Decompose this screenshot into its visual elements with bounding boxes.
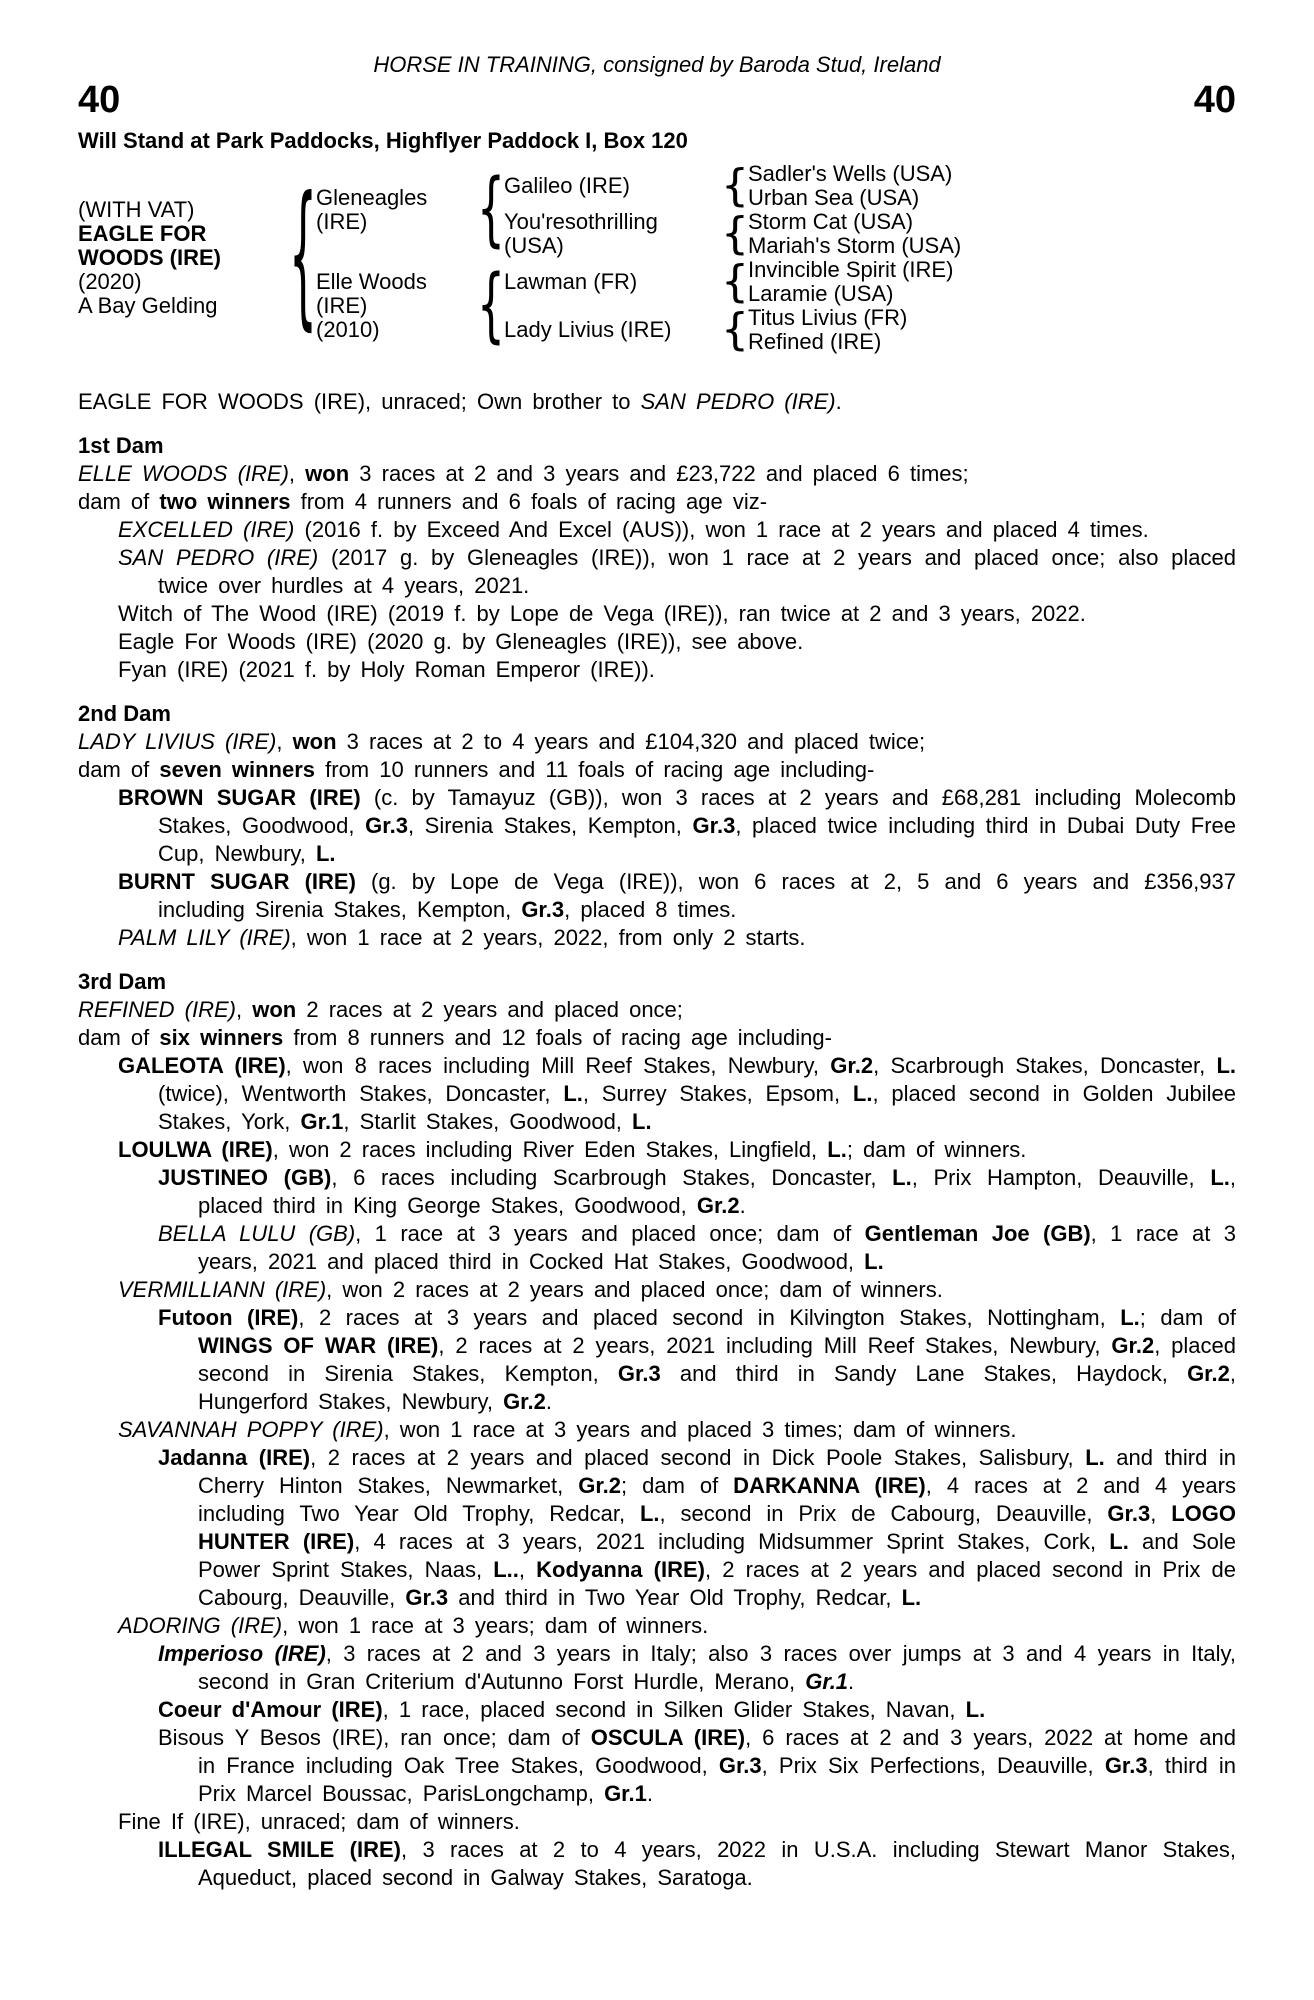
lot-number-row — [78, 80, 1236, 120]
entry-loulwa — [78, 1136, 1236, 1164]
text-segment: L. — [1210, 1165, 1230, 1190]
text-segment: and third in Sandy Lane Stakes, Haydock, — [660, 1361, 1188, 1386]
sire-sire-brace — [721, 160, 749, 211]
text-segment: . — [835, 389, 842, 414]
stand-location-line: Will Stand at Park Paddocks, Highflyer Paddock I, Box 120 — [78, 128, 688, 153]
entry-witch-of-the-wood — [78, 600, 1236, 628]
text-segment: Futoon (IRE) — [158, 1305, 299, 1330]
consignor-line: HORSE IN TRAINING, consigned by Baroda Stud, Ireland — [373, 52, 941, 77]
entry-adoring — [78, 1612, 1236, 1640]
brace-glyph: { — [289, 165, 317, 347]
pedigree-main-brace — [289, 165, 317, 347]
text-segment: , Hungerford Stakes, Newbury, — [198, 1361, 1236, 1414]
text-segment: Gr.1 — [805, 1669, 849, 1694]
text-segment: SAVANNAH POPPY (IRE) — [118, 1417, 384, 1442]
brace-glyph: { — [721, 208, 749, 259]
text-segment: EXCELLED (IRE) — [118, 517, 295, 542]
text-segment: (twice), Wentworth Stakes, Doncaster, — [158, 1081, 564, 1106]
text-segment: Gr.1 — [300, 1109, 344, 1134]
text-segment: Gr.3 — [718, 1753, 762, 1778]
text-segment: Imperioso (IRE) — [158, 1641, 326, 1666]
text-segment: EAGLE FOR WOODS (IRE), unraced; Own brother to — [78, 389, 641, 414]
text-segment: Gr.3 — [521, 897, 565, 922]
text-segment: 3 races at 2 to 4 years and £104,320 and placed twice; — [336, 729, 926, 754]
text-segment: , placed 8 times. — [564, 897, 737, 922]
dam-sire-dam-name: Laramie (USA) — [748, 281, 894, 306]
text-segment: Gr.2 — [830, 1053, 874, 1078]
text-segment: BELLA LULU (GB) — [158, 1221, 356, 1246]
text-segment: L. — [632, 1109, 652, 1134]
entry-jadanna — [78, 1444, 1236, 1612]
text-segment: Gr.2 — [578, 1473, 622, 1498]
brace-glyph: { — [721, 256, 749, 307]
text-segment: PALM LILY (IRE) — [118, 925, 291, 950]
text-segment: Gr.3 — [405, 1585, 449, 1610]
dam-brace — [477, 257, 505, 353]
text-segment: L. — [852, 1081, 873, 1106]
text-segment: , 6 races including Scarbrough Stakes, Doncaster, — [331, 1165, 893, 1190]
text-segment: LOGO HUNTER (IRE) — [198, 1501, 1236, 1554]
sire-sire-block — [504, 162, 961, 210]
dam-foaling-year: (2010) — [316, 317, 380, 342]
text-segment: . — [545, 1389, 552, 1414]
text-segment: Gr.3 — [692, 813, 736, 838]
text-segment: , — [518, 1557, 537, 1582]
text-segment: from 4 runners and 6 foals of racing age viz- — [290, 489, 768, 514]
sire-sire-name: Galileo (IRE) — [504, 173, 630, 198]
text-segment: L. — [965, 1697, 986, 1722]
entry-savannah-poppy — [78, 1416, 1236, 1444]
text-segment: L. — [1120, 1305, 1140, 1330]
entry-eagle-for-woods — [78, 628, 1236, 656]
text-segment: , 3 races at 2 and 3 years in Italy; also 3 races over jumps at 3 and 4 years in Italy, second in Gran Criterium d'Autunno Forst Hurdle, Merano, — [198, 1641, 1236, 1694]
text-segment: BURNT SUGAR (IRE) — [118, 869, 356, 894]
horse-foaling-year: (2020) — [78, 269, 142, 294]
text-segment: L. — [827, 1137, 847, 1162]
horse-name-line2 — [78, 246, 290, 294]
text-segment: GALEOTA (IRE) — [118, 1053, 286, 1078]
dam1-produce-intro — [78, 488, 1236, 516]
text-segment: , placed second in Sirenia Stakes, Kempton, — [198, 1333, 1236, 1386]
text-segment: six winners — [159, 1025, 284, 1050]
text-segment: dam of — [78, 757, 160, 782]
heading-3rd-dam: 3rd Dam — [78, 969, 167, 994]
text-segment: JUSTINEO (GB) — [158, 1165, 332, 1190]
text-segment: VERMILLIANN (IRE) — [118, 1277, 327, 1302]
dam1-race-record — [78, 460, 1236, 488]
text-segment: seven winners — [159, 757, 316, 782]
dam-block — [316, 258, 961, 354]
text-segment: 2 races at 2 years and placed once; — [296, 997, 683, 1022]
text-segment: , 1 race at 3 years and placed once; dam of — [355, 1221, 865, 1246]
dam-name — [316, 270, 478, 342]
sire-dam-brace — [721, 208, 749, 259]
pedigree-generations — [316, 162, 961, 354]
entry-coeur-damour — [78, 1696, 1236, 1724]
text-segment: BROWN SUGAR (IRE) — [118, 785, 361, 810]
dam-sire-block — [504, 258, 953, 306]
dam3-race-record — [78, 996, 1236, 1024]
text-segment: and third in Two Year Old Trophy, Redcar, — [448, 1585, 902, 1610]
dam2-race-record — [78, 728, 1236, 756]
text-segment: , 1 race at 3 years, 2021 and placed third in Cocked Hat Stakes, Goodwood, — [198, 1221, 1236, 1274]
text-segment: L. — [892, 1165, 912, 1190]
text-segment: , won 2 races at 2 years and placed once; dam of winners. — [326, 1277, 943, 1302]
text-segment: , 2 races at 3 years and placed second in Kilvington Stakes, Nottingham, — [298, 1305, 1121, 1330]
entry-excelled — [78, 516, 1236, 544]
dam-name-text: Elle Woods (IRE) — [316, 269, 427, 318]
text-segment: L. — [639, 1501, 660, 1526]
text-segment: (2017 g. by Gleneagles (IRE)), won 1 race at 2 years and placed once; also placed twice over hurdles at 4 years, 2021. — [158, 545, 1236, 598]
text-segment: Witch of The Wood (IRE) (2019 f. by Lope de Vega (IRE)), ran twice at 2 and 3 years, 2022. — [118, 601, 1086, 626]
text-segment: Gr.3 — [617, 1361, 661, 1386]
text-segment: , — [276, 729, 293, 754]
brace-glyph: { — [721, 304, 749, 355]
text-segment: Kodyanna (IRE) — [536, 1557, 705, 1582]
text-segment: , 4 races at 2 and 4 years including Two Year Old Trophy, Redcar, — [198, 1473, 1236, 1526]
text-segment: , won 1 race at 2 years, 2022, from only 2 starts. — [290, 925, 806, 950]
text-segment: OSCULA (IRE) — [590, 1725, 746, 1750]
text-segment: , 4 races at 3 years, 2021 including Midsummer Sprint Stakes, Cork, — [354, 1529, 1110, 1554]
text-segment: , 6 races at 2 and 3 years, 2022 at home and in France including Oak Tree Stakes, Goodwood, — [198, 1725, 1237, 1778]
brace-glyph: { — [477, 257, 505, 353]
text-segment: L. — [1109, 1529, 1129, 1554]
text-segment: L. — [901, 1585, 922, 1610]
text-segment: WINGS OF WAR (IRE) — [198, 1333, 439, 1358]
text-segment: , third in Prix Marcel Boussac, ParisLongchamp, — [198, 1753, 1236, 1806]
own-brother-note — [78, 388, 1236, 416]
lot-number-right: 40 — [1193, 79, 1236, 121]
sire-dam-dam-name: Mariah's Storm (USA) — [748, 233, 962, 258]
text-segment: . — [646, 1781, 653, 1806]
text-segment: , 2 races at 2 years, 2021 including Mill Reef Stakes, Newbury, — [438, 1333, 1112, 1358]
text-segment: ILLEGAL SMILE (IRE) — [158, 1837, 401, 1862]
text-segment: ADORING (IRE) — [118, 1613, 283, 1638]
text-segment: won — [252, 997, 297, 1022]
text-segment: , — [236, 997, 253, 1022]
text-segment: , won 2 races including River Eden Stakes, Lingfield, — [272, 1137, 828, 1162]
brace-glyph: { — [477, 161, 505, 257]
sire-dam-name: You'resothrilling (USA) — [504, 209, 658, 258]
text-segment: L. — [563, 1081, 583, 1106]
text-segment: (c. by Tamayuz (GB)), won 3 races at 2 years and £68,281 including Molecomb Stakes, Goodwood, — [158, 785, 1236, 838]
entry-brown-sugar — [78, 784, 1236, 868]
text-segment: and Sole Power Sprint Stakes, Naas, — [198, 1529, 1236, 1582]
entry-imperioso — [78, 1640, 1236, 1696]
entry-san-pedro — [78, 544, 1236, 600]
vat-note: (WITH VAT) — [78, 197, 195, 222]
dam-sire-brace — [721, 256, 749, 307]
sire-block — [316, 162, 961, 258]
text-segment: L. — [315, 841, 336, 866]
dam-sire-name: Lawman (FR) — [504, 269, 638, 294]
text-segment: ; dam of — [621, 1473, 734, 1498]
text-segment: from 10 runners and 11 foals of racing age including- — [315, 757, 875, 782]
text-segment: , placed twice including third in Dubai Duty Free Cup, Newbury, — [158, 813, 1236, 866]
text-segment: Gr.2 — [696, 1193, 740, 1218]
text-segment: ; dam of — [1139, 1305, 1236, 1330]
text-segment: , won 8 races including Mill Reef Stakes, Newbury, — [285, 1053, 831, 1078]
entry-fine-if — [78, 1808, 1236, 1836]
text-segment: , won 1 race at 3 years; dam of winners. — [282, 1613, 709, 1638]
text-segment: , 1 race, placed second in Silken Glider Stakes, Navan, — [382, 1697, 966, 1722]
text-segment: (g. by Lope de Vega (IRE)), won 6 races at 2, 5 and 6 years and £356,937 including Sirenia Stakes, Kempton, — [158, 869, 1236, 922]
entry-vermilliann — [78, 1276, 1236, 1304]
dam-dam-sire-name: Titus Livius (FR) — [748, 305, 908, 330]
text-segment: , second in Prix de Cabourg, Deauville, — [659, 1501, 1108, 1526]
text-segment: , Scarbrough Stakes, Doncaster, — [873, 1053, 1217, 1078]
text-segment: L.. — [493, 1557, 519, 1582]
entry-palm-lily — [78, 924, 1236, 952]
dam-dam-dam-name: Refined (IRE) — [748, 329, 882, 354]
text-segment: , won 1 race at 3 years and placed 3 times; dam of winners. — [383, 1417, 1017, 1442]
entry-bisous-y-besos — [78, 1724, 1236, 1808]
text-segment: LADY LIVIUS (IRE) — [78, 729, 277, 754]
text-segment: , — [1150, 1501, 1172, 1526]
sire-sire-sire-name: Sadler's Wells (USA) — [748, 161, 953, 186]
text-segment: SAN PEDRO (IRE) — [640, 389, 836, 414]
text-segment: dam of — [78, 1025, 160, 1050]
text-segment: and third in Cherry Hinton Stakes, Newmarket, — [198, 1445, 1236, 1498]
pedigree-table — [78, 160, 1236, 356]
sire-brace — [477, 161, 505, 257]
text-segment: Gr.3 — [1107, 1501, 1151, 1526]
text-segment: (2016 f. by Exceed And Excel (AUS)), won 1 race at 2 years and placed 4 times. — [294, 517, 1149, 542]
text-segment: Gr.1 — [604, 1781, 647, 1806]
entry-galeota — [78, 1052, 1236, 1136]
lot-number-left: 40 — [78, 79, 121, 121]
dam3-produce-intro — [78, 1024, 1236, 1052]
entry-burnt-sugar — [78, 868, 1236, 924]
text-segment: Gr.2 — [1187, 1361, 1230, 1386]
dam-dam-block — [504, 306, 953, 354]
horse-name-line2-text: WOODS (IRE) — [78, 245, 221, 270]
text-segment: . — [739, 1193, 746, 1218]
text-segment: , Sirenia Stakes, Kempton, — [407, 813, 693, 838]
text-segment: , 3 races at 2 to 4 years, 2022 in U.S.A. including Stewart Manor Stakes, Aqueduct, placed second in Galway Stakes, Saratoga. — [198, 1837, 1236, 1890]
text-segment: Jadanna (IRE) — [158, 1445, 311, 1470]
text-segment: dam of — [78, 489, 160, 514]
text-segment: , placed second in Golden Jubilee Stakes, York, — [158, 1081, 1237, 1134]
text-segment: , 2 races at 2 years and placed second in Dick Poole Stakes, Salisbury, — [310, 1445, 1086, 1470]
heading-2nd-dam: 2nd Dam — [78, 701, 171, 726]
text-segment: ; dam of winners. — [846, 1137, 1027, 1162]
text-segment: L. — [864, 1249, 884, 1274]
text-segment: 3 races at 2 and 3 years and £23,722 and placed 6 times; — [349, 461, 969, 486]
text-segment: Gentleman Joe (GB) — [864, 1221, 1091, 1246]
entry-justineo — [78, 1164, 1236, 1220]
sire-name: Gleneagles (IRE) — [316, 185, 428, 234]
sire-dam-block — [504, 210, 961, 258]
entry-illegal-smile — [78, 1836, 1236, 1892]
text-segment: Gr.2 — [503, 1389, 546, 1414]
text-segment: two winners — [159, 489, 291, 514]
horse-name-line1: EAGLE FOR — [78, 221, 207, 246]
text-segment: , placed third in King George Stakes, Goodwood, — [198, 1165, 1236, 1218]
text-segment: L. — [1085, 1445, 1105, 1470]
sire-dam-sire-name: Storm Cat (USA) — [748, 209, 914, 234]
text-segment: L. — [1216, 1053, 1236, 1078]
dam-sire-sire-name: Invincible Spirit (IRE) — [748, 257, 954, 282]
text-segment: won — [292, 729, 337, 754]
text-segment: , Starlit Stakes, Goodwood, — [343, 1109, 633, 1134]
dam2-produce-intro — [78, 756, 1236, 784]
text-segment: . — [848, 1669, 855, 1694]
entry-bella-lulu — [78, 1220, 1236, 1276]
horse-sex-color: A Bay Gelding — [78, 293, 218, 318]
text-segment: SAN PEDRO (IRE) — [118, 545, 319, 570]
text-segment: , Prix Hampton, Deauville, — [911, 1165, 1211, 1190]
text-segment: Fine If (IRE), unraced; dam of winners. — [118, 1809, 520, 1834]
dam-dam-brace — [721, 304, 749, 355]
sire-sire-dam-name: Urban Sea (USA) — [748, 185, 920, 210]
text-segment: REFINED (IRE) — [78, 997, 236, 1022]
text-segment: LOULWA (IRE) — [118, 1137, 273, 1162]
text-segment: Eagle For Woods (IRE) (2020 g. by Gleneagles (IRE)), see above. — [118, 629, 804, 654]
entry-futoon — [78, 1304, 1236, 1416]
text-segment: Coeur d'Amour (IRE) — [158, 1697, 383, 1722]
text-segment: , Surrey Stakes, Epsom, — [582, 1081, 853, 1106]
text-segment: Gr.2 — [1111, 1333, 1155, 1358]
brace-glyph: { — [721, 160, 749, 211]
text-segment: Gr.3 — [365, 813, 408, 838]
text-segment: , Prix Six Perfections, Deauville, — [761, 1753, 1105, 1778]
text-segment: ELLE WOODS (IRE) — [78, 461, 289, 486]
text-segment: DARKANNA (IRE) — [733, 1473, 926, 1498]
text-segment: , — [288, 461, 306, 486]
text-segment: won — [305, 461, 350, 486]
dam-dam-name: Lady Livius (IRE) — [504, 317, 672, 342]
text-segment: from 8 runners and 12 foals of racing age including- — [283, 1025, 832, 1050]
text-segment: Gr.3 — [1104, 1753, 1148, 1778]
pedigree-text-body — [78, 388, 1236, 1892]
entry-fyan — [78, 656, 1236, 684]
text-segment: Fyan (IRE) (2021 f. by Holy Roman Emperor (IRE)). — [118, 657, 655, 682]
text-segment: , 2 races at 2 years and placed second in Prix de Cabourg, Deauville, — [198, 1557, 1237, 1610]
text-segment: Bisous Y Besos (IRE), ran once; dam of — [158, 1725, 591, 1750]
horse-identity-block — [78, 198, 290, 318]
heading-1st-dam: 1st Dam — [78, 433, 164, 458]
